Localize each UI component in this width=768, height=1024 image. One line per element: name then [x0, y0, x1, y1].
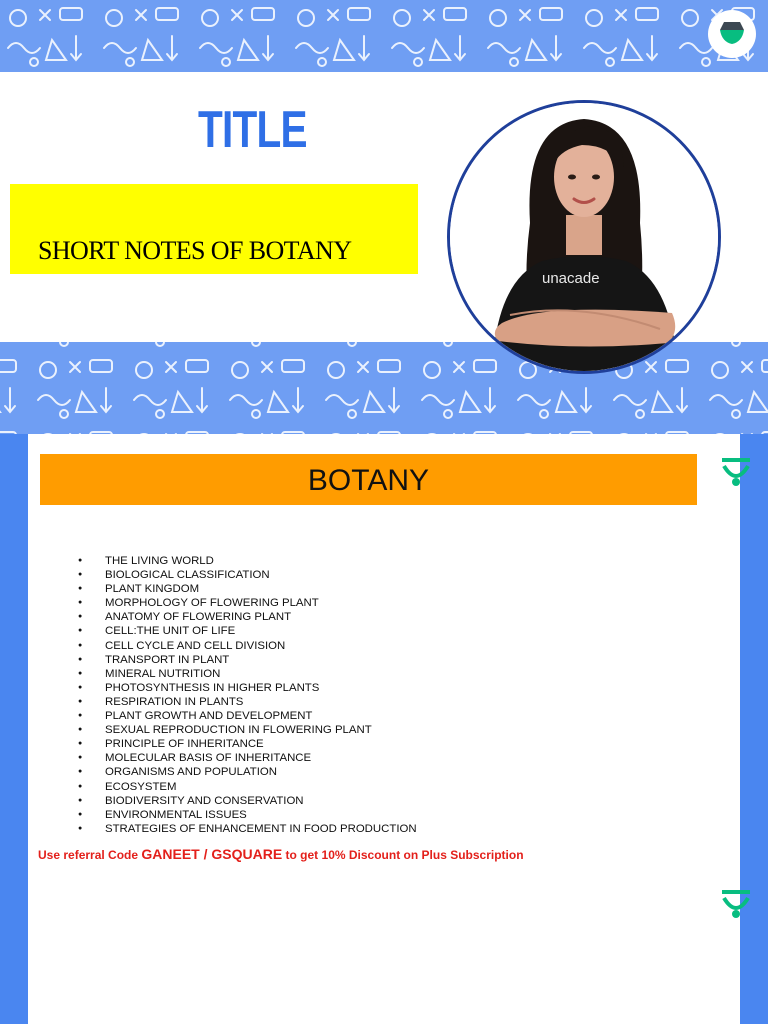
topic-list-item: ● CELL:THE UNIT OF LIFE — [78, 624, 417, 638]
doodle-pattern-top — [0, 0, 768, 72]
topic-list-item: ● PLANT GROWTH AND DEVELOPMENT — [78, 709, 417, 723]
cover-title: TITLE — [198, 101, 307, 159]
topic-list-item: ● BIODIVERSITY AND CONSERVATION — [78, 794, 417, 808]
topic-list-item: ● SEXUAL REPRODUCTION IN FLOWERING PLANT — [78, 723, 417, 737]
topic-list — [78, 554, 417, 836]
topic-list-item: ● PLANT KINGDOM — [78, 582, 417, 596]
section-heading-bar — [40, 454, 697, 505]
referral-code: GANEET / GSQUARE — [141, 846, 283, 862]
subtitle-box — [10, 184, 418, 274]
topic-list-item: ● PHOTOSYNTHESIS IN HIGHER PLANTS — [78, 681, 417, 695]
doodle-pattern-bottom — [0, 342, 768, 434]
referral-prefix: Use referral Code — [38, 848, 142, 862]
referral-note — [38, 846, 524, 862]
unacademy-logo-icon — [716, 452, 756, 497]
section-heading: BOTANY — [307, 464, 430, 497]
topic-list-item: ● MORPHOLOGY OF FLOWERING PLANT — [78, 596, 417, 610]
topic-list-item: ● ECOSYSTEM — [78, 780, 417, 794]
topic-list-item: ● CELL CYCLE AND CELL DIVISION — [78, 639, 417, 653]
topic-list-item: ● PRINCIPLE OF INHERITANCE — [78, 737, 417, 751]
unacademy-logo-icon — [716, 884, 756, 929]
topic-list-item: ● MOLECULAR BASIS OF INHERITANCE — [78, 751, 417, 765]
topic-list-item: ● ENVIRONMENTAL ISSUES — [78, 808, 417, 822]
topic-list-item: ● MINERAL NUTRITION — [78, 667, 417, 681]
topic-list-item: ● ANATOMY OF FLOWERING PLANT — [78, 610, 417, 624]
cover-subtitle: SHORT NOTES OF BOTANY — [38, 236, 352, 265]
topic-list-item: ● ORGANISMS AND POPULATION — [78, 765, 417, 779]
referral-suffix: to get 10% Discount on Plus Subscription — [282, 848, 524, 862]
topic-list-item: ● BIOLOGICAL CLASSIFICATION — [78, 568, 417, 582]
presenter-photo — [447, 100, 721, 374]
shirt-brand-text: unacade — [542, 270, 600, 287]
unacademy-logo-icon — [708, 10, 756, 58]
topic-list-item: ● RESPIRATION IN PLANTS — [78, 695, 417, 709]
topic-list-item: ● THE LIVING WORLD — [78, 554, 417, 568]
topic-list-item: ● TRANSPORT IN PLANT — [78, 653, 417, 667]
topic-list-item: ● STRATEGIES OF ENHANCEMENT IN FOOD PRODUCTION — [78, 822, 417, 836]
